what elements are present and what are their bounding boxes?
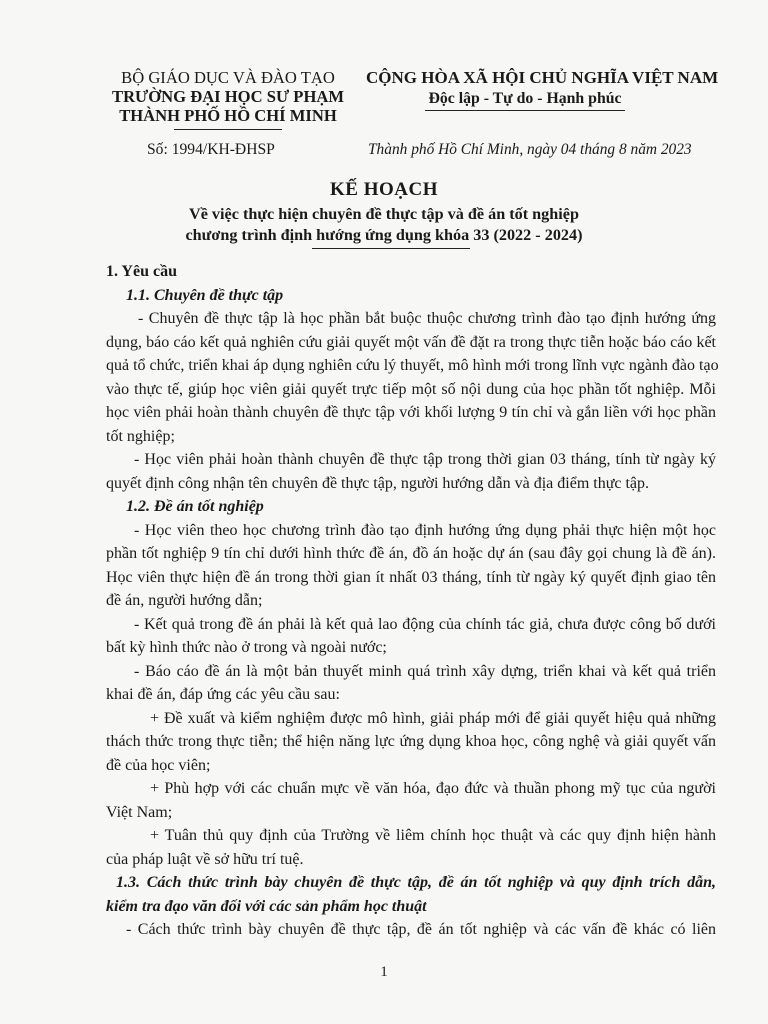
university-name: TRƯỜNG ĐẠI HỌC SƯ PHẠM bbox=[112, 87, 344, 106]
subsection-heading: 1.1. Chuyên đề thực tập bbox=[126, 286, 284, 304]
body-line: quyết định công nhận tên chuyên đề thực tập, người hướng dẫn và địa điểm thực tập. bbox=[106, 474, 650, 492]
page-number: 1 bbox=[380, 964, 388, 980]
body-line: + Tuân thủ quy định của Trường về liêm chính học thuật và các quy định hiện hành bbox=[150, 827, 716, 844]
body-line: - Chuyên đề thực tập là học phần bắt buộc thuộc chương trình đào tạo định hướng ứng bbox=[138, 310, 716, 327]
document-body bbox=[106, 260, 719, 942]
document-title: KẾ HOẠCH bbox=[330, 179, 438, 200]
national-header bbox=[366, 68, 719, 111]
subsection-heading: kiểm tra đạo văn đối với các sản phẩm học thuật bbox=[106, 897, 427, 915]
body-line: - Kết quả trong đề án phải là kết quả lao động của chính tác giả, chưa được công bố dưới bbox=[134, 615, 716, 633]
body-line: bất kỳ hình thức nào ở trong và ngoài nước; bbox=[106, 639, 387, 656]
country-name: CỘNG HÒA XÃ HỘI CHỦ NGHĨA VIỆT NAM bbox=[366, 68, 719, 87]
body-line: Việt Nam; bbox=[106, 803, 173, 821]
body-line: - Học viên phải hoàn thành chuyên đề thực tập trong thời gian 03 tháng, tính từ ngày ký bbox=[134, 451, 716, 468]
section-heading: 1. Yêu cầu bbox=[106, 263, 177, 280]
body-line: phần tốt nghiệp 9 tín chỉ dưới hình thức đề án, đồ án hoặc dự án (sau đây gọi chung là đề án). bbox=[106, 545, 716, 562]
body-line: - Cách thức trình bày chuyên đề thực tập, đề án tốt nghiệp và các vấn đề khác có liên bbox=[126, 921, 716, 938]
document-number: Số: 1994/KH-ĐHSP bbox=[147, 141, 275, 158]
issuing-authority bbox=[98, 68, 358, 130]
body-line: học viên phải hoàn thành chuyên đề thực tập với khối lượng 9 tín chỉ và gắn liền với học phần bbox=[106, 404, 716, 421]
body-line: đề của học viên; bbox=[106, 756, 211, 774]
body-line: - Báo cáo đề án là một bản thuyết minh quá trình xây dựng, triển khai và kết quả triển bbox=[134, 662, 716, 680]
body-line: của pháp luật về sở hữu trí tuệ. bbox=[106, 850, 304, 868]
body-line: thách thức trong thực tiễn; thể hiện năng lực ứng dụng khoa học, công nghệ và giải quyết vấn bbox=[106, 733, 716, 750]
subtitle-line-1: Về việc thực hiện chuyên đề thực tập và đề án tốt nghiệp bbox=[189, 205, 579, 223]
authority-underline bbox=[174, 129, 282, 130]
body-line: + Đề xuất và kiểm nghiệm được mô hình, giải pháp mới để giải quyết hiệu quả những bbox=[150, 709, 716, 727]
body-line: Học viên thực hiện đề án trong thời gian ít nhất 03 tháng, tính từ ngày ký quyết định giao tên bbox=[106, 568, 716, 586]
body-line: + Phù hợp với các chuẩn mực về văn hóa, đạo đức và thuần phong mỹ tục của người bbox=[150, 780, 716, 797]
body-line: quả tổ chức, triển khai áp dụng nghiên cứu lý thuyết, mô hình mới trong lĩnh vực ngành đào tạo bbox=[106, 357, 719, 374]
subtitle-line-2: chương trình định hướng ứng dụng khóa 33 (2022 - 2024) bbox=[185, 226, 583, 244]
motto-underline bbox=[425, 110, 625, 111]
subsection-heading: 1.2. Đề án tốt nghiệp bbox=[126, 498, 264, 515]
subsection-heading: 1.3. Cách thức trình bày chuyên đề thực tập, đề án tốt nghiệp và quy định trích dẫn, bbox=[116, 874, 716, 891]
university-city: THÀNH PHỐ HỒ CHÍ MINH bbox=[119, 106, 337, 125]
body-line: dụng, báo cáo kết quả nghiên cứu giải quyết một vấn đề đặt ra trong thực tiễn hoặc báo cáo kết bbox=[106, 333, 716, 351]
body-line: - Học viên theo học chương trình đào tạo định hướng ứng dụng phải thực hiện một học bbox=[134, 521, 716, 539]
body-line: tốt nghiệp; bbox=[106, 427, 175, 445]
national-motto: Độc lập - Tự do - Hạnh phúc bbox=[428, 90, 622, 107]
body-line: đề án, người hướng dẫn; bbox=[106, 592, 263, 609]
body-line: vào thực tế, giúp học viên giải quyết trực tiếp một số nội dung của học phần tốt nghiệp. Mỗi bbox=[106, 380, 716, 398]
body-line: khai đề án, đáp ứng các yêu cầu sau: bbox=[106, 686, 340, 703]
date-line: Thành phố Hồ Chí Minh, ngày 04 tháng 8 năm 2023 bbox=[368, 141, 692, 158]
subtitle-underline bbox=[312, 248, 470, 249]
ministry-name: BỘ GIÁO DỤC VÀ ĐÀO TẠO bbox=[121, 68, 335, 87]
